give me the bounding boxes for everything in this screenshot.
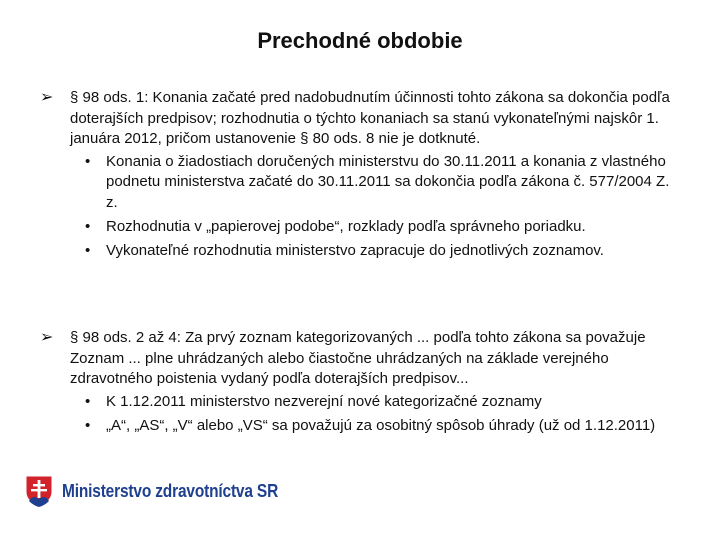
bullet-dot-icon: • <box>85 152 91 170</box>
page-title: Prechodné obdobie <box>257 28 463 53</box>
list-item <box>85 392 680 413</box>
bullet-list <box>40 392 680 437</box>
logo-label: Ministerstvo zdravotníctva SR <box>62 480 279 501</box>
bullet-dot-icon: • <box>85 416 91 434</box>
list-item-text: Rozhodnutia v „papierovej podobe“, rozklady podľa správneho poriadku. <box>106 217 586 235</box>
section-98-1 <box>40 88 680 265</box>
bullet-dot-icon: • <box>85 241 91 259</box>
ministry-logo <box>24 474 313 508</box>
section-text: § 98 ods. 2 až 4: Za prvý zoznam kategorizovaných ... podľa tohto zákona sa považuje Zoznam ... plne uhrádzaných alebo čiastočne uhrádzaných na základe verejného zdravotného poistenia vydaný podľa doterajších predpisov... <box>70 329 646 387</box>
bullet-list <box>40 152 680 262</box>
list-item <box>85 416 680 437</box>
list-item-text: Konania o žiadostiach doručených ministerstvu do 30.11.2011 a konania z vlastného podnetu ministerstva začaté do 30.11.2011 sa dokončia podľa zákona č. 577/2004 Z. z. <box>106 152 670 211</box>
list-item-text: „A“, „AS“, „V“ alebo „VS“ sa považujú za osobitný spôsob úhrady (už od 1.12.2011) <box>106 416 656 434</box>
list-item <box>85 217 680 238</box>
list-item-text: Vykonateľné rozhodnutia ministerstvo zapracuje do jednotlivých zoznamov. <box>106 241 604 259</box>
arrow-bullet-icon: ➢ <box>40 329 54 346</box>
section-text: § 98 ods. 1: Konania začaté pred nadobudnutím účinnosti tohto zákona sa dokončia podľa doterajších predpisov; rozhodnutia o týchto konaniach sa stanú vykonateľnými najskôr 1. januára 2012, pričom ustanovenie § 80 ods. 8 nie je dotknuté. <box>70 89 670 147</box>
bullet-dot-icon: • <box>85 392 91 410</box>
list-item-text: K 1.12.2011 ministerstvo nezverejní nové kategorizačné zoznamy <box>106 392 542 410</box>
section-main-text <box>40 328 680 390</box>
section-98-2-4 <box>40 328 680 440</box>
list-item <box>85 241 680 262</box>
arrow-bullet-icon: ➢ <box>40 89 54 106</box>
bullet-dot-icon: • <box>85 217 91 235</box>
slovak-coat-of-arms-icon <box>24 474 54 508</box>
list-item <box>85 152 680 214</box>
section-main-text <box>40 88 680 150</box>
